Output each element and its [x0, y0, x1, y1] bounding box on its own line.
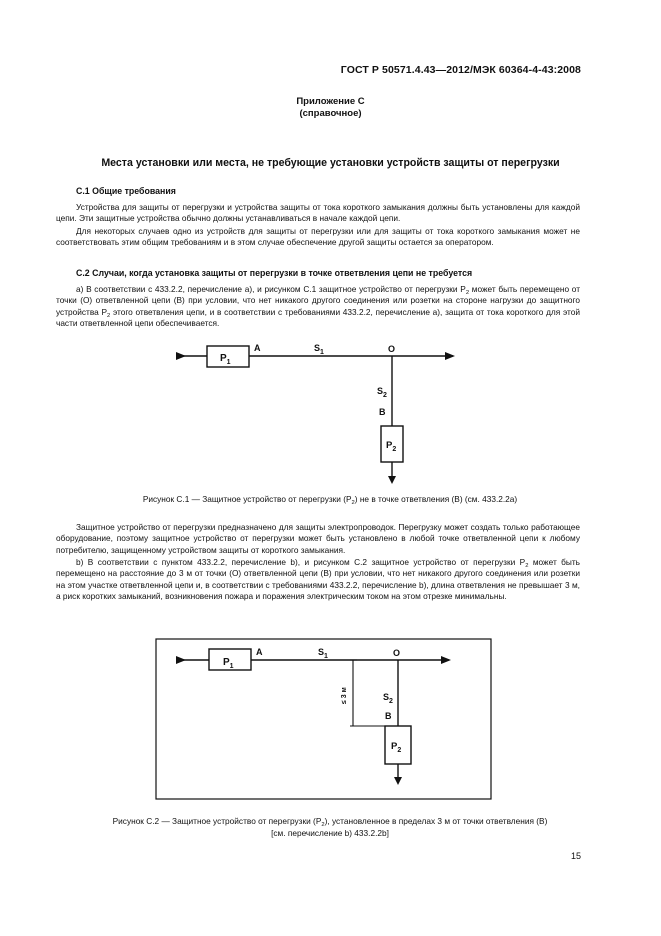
caption-c2-part-2: ), установленное в пределах 3 м от точки ответвления (В)	[324, 816, 548, 826]
p2-label: $P_2$	[391, 741, 402, 754]
page-title: Места установки или места, не требующие установки устройств защиты от перегрузки	[101, 157, 560, 169]
input-arrow-icon	[176, 352, 186, 360]
down-arrow-icon	[394, 777, 402, 785]
point-o-label: O	[388, 344, 396, 354]
figure-c2-caption-line-2: [см. перечисление b) 433.2.2b]	[271, 828, 389, 838]
point-b-label: B	[379, 407, 386, 417]
section-c1-paragraph-1	[56, 202, 580, 225]
figure-frame	[156, 639, 491, 799]
distance-label: ≤ 3 м	[341, 687, 348, 704]
paragraph-b-part-2: может быть перемещено на расстояние до 3 м от точки (О) ответвленной цепи (В) при условии, что нет никакого другого соединения или розетки на этом участке ответвленной цепи и, в соответствии с требованиями 433.2.2, перечисление b), длина ответвления не превышает 3 м, а риск коротких замыканий, возникновения пожара и поражения электрическим током на этом отрезке минимальны.	[56, 557, 580, 601]
output-arrow-icon	[445, 352, 455, 360]
output-arrow-icon	[441, 656, 451, 664]
input-arrow-icon	[176, 656, 186, 664]
section-c1-paragraph-2-text: Для некоторых случаев одно из устройств для защиты от перегрузки или для защиты от тока короткого замыкания может не соответствовать этим общим требованиям и в этом случае обеспечение другой защиты остается за оператором.	[56, 226, 580, 248]
figure-c1-diagram	[0, 336, 661, 486]
s2-label: $S_2$	[383, 692, 393, 705]
paragraph-mid-text: Защитное устройство от перегрузки предназначено для защиты электропроводок. Перегрузку может создать только работающее оборудование, поэтому защитное устройство от перегрузки может быть установлено в любой точке ответвленной цепи к любому потребителю, защищенному устройством защиты от короткого замыкания.	[56, 522, 580, 555]
caption-c1-part-1: Рисунок С.1 — Защитное устройство от перегрузки (Р	[142, 494, 352, 504]
section-c2-paragraph-a	[56, 284, 580, 329]
s1-label: $S_1$	[314, 343, 324, 356]
figure-c1-caption	[40, 494, 620, 505]
section-c1-paragraph-1-text: Устройства для защиты от перегрузки и устройства защиты от тока короткого замыкания должны быть установлены для каждой цепи. Эти защитные устройства обычно должны устанавливаться в начале каждой цепи.	[56, 202, 580, 224]
page-number: 15	[570, 851, 581, 861]
subscript-2: 2	[525, 563, 529, 569]
document-header: ГОСТ Р 50571.4.43—2012/МЭК 60364-4-43:2008	[340, 64, 581, 76]
subscript-2: 2	[107, 312, 111, 319]
point-b-label: B	[385, 711, 392, 721]
caption-c1-part-2: ) не в точке ответвления (В) (см. 433.2.2а)	[354, 494, 518, 504]
section-c1-heading: С.1 Общие требования	[76, 186, 176, 196]
paragraph-a-part-3: этого ответвления цепи, и в соответствии с требованиями 433.2.2, перечисление а), защита от тока короткого для этой части ответвленной цепи обеспечивается.	[56, 306, 580, 328]
caption-subscript: 2	[351, 500, 355, 506]
p1-label: $P_1$	[220, 353, 231, 366]
p2-box	[385, 726, 411, 764]
figure-c2-caption	[40, 816, 620, 827]
p2-label: $P_2$	[386, 440, 397, 453]
point-a-label: A	[254, 343, 261, 353]
point-o-label: O	[393, 648, 401, 658]
caption-c2-part-1: Рисунок С.2 — Защитное устройство от перегрузки (Р	[112, 816, 322, 826]
s1-label: $S_1$	[318, 647, 328, 660]
point-a-label: A	[256, 647, 263, 657]
annex-title: Приложение С	[296, 96, 365, 107]
paragraph-a-part-1: а) В соответствии с 433.2.2, перечисление а), и рисунком С.1 защитное устройство от перегрузки Р	[76, 284, 466, 294]
s2-label: $S_2$	[377, 386, 387, 399]
p1-label: $P_1$	[223, 657, 234, 670]
paragraph-a-part-2: может быть перемещено от точки (О) ответвленной цепи (В) при условии, что нет никакого другого соединения или розетки на стороне нагрузки до защитного устройства Р	[56, 284, 581, 317]
caption-subscript: 2	[321, 822, 325, 828]
paragraph-b-part-1: b) В соответствии с пунктом 433.2.2, перечисление b), и рисунком С.2 защитное устройство от перегрузки Р	[76, 557, 526, 567]
figure-c2-diagram	[0, 638, 661, 806]
section-c2-paragraph-mid	[56, 522, 580, 556]
subscript-2: 2	[465, 290, 470, 296]
section-c2-paragraph-b	[56, 557, 580, 602]
down-arrow-icon	[388, 476, 396, 484]
section-c2-heading: С.2 Случаи, когда установка защиты от перегрузки в точке ответвления цепи не требуется	[76, 268, 473, 278]
annex-note: (справочное)	[299, 108, 362, 119]
section-c1-paragraph-2	[56, 226, 580, 249]
